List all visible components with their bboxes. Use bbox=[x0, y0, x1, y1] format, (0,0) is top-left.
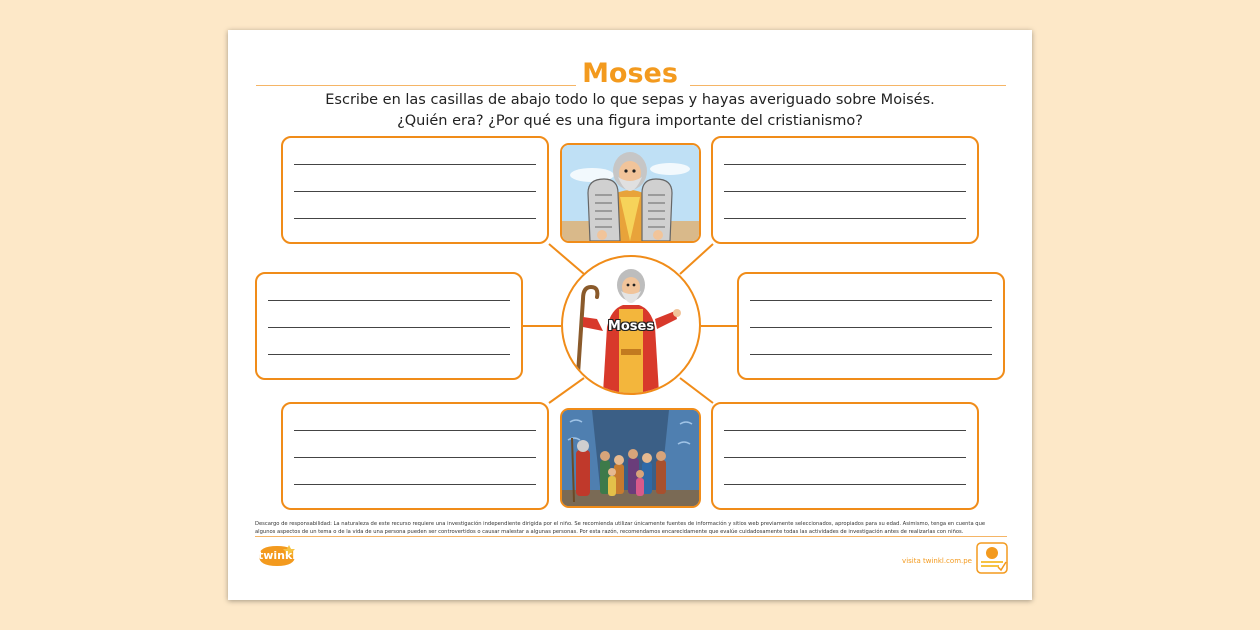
writing-line bbox=[724, 457, 966, 458]
writing-line bbox=[294, 457, 536, 458]
worksheet-title: Moses bbox=[582, 58, 678, 89]
disclaimer-text: Descargo de responsabilidad: La naturaleza de este recurso requiere una investigación independiente dirigida por el niño. Se recomienda utilizar únicamente fuentes de información y sitios web previamente seleccionados, apropiados para su edad. Asimismo, tenga en cuenta que algunos aspectos de un tema o de la vida de una persona pueden ser controvertidos o causar malestar a algunas personas. Por esta razón, recomendamos encarecidamente que evalúe cuidadosamente todas las actividades de investigación antes de realizarlas con niños. bbox=[255, 521, 986, 535]
writing-line bbox=[724, 484, 966, 485]
writing-line bbox=[294, 484, 536, 485]
writing-line bbox=[294, 218, 536, 219]
website-link[interactable]: visita twinkl.com.pe bbox=[902, 557, 972, 565]
logo-text: twinkl bbox=[257, 549, 297, 562]
writing-line bbox=[724, 191, 966, 192]
center-label: Moses bbox=[607, 319, 655, 334]
writing-line bbox=[724, 164, 966, 165]
answer-box-middle-left[interactable] bbox=[255, 272, 523, 380]
writing-line bbox=[750, 300, 992, 301]
writing-line bbox=[294, 191, 536, 192]
quality-badge-icon bbox=[976, 542, 1008, 574]
answer-box-bottom-left[interactable] bbox=[281, 402, 549, 510]
writing-line bbox=[268, 327, 510, 328]
answer-box-bottom-right[interactable] bbox=[711, 402, 979, 510]
writing-line bbox=[724, 430, 966, 431]
writing-line bbox=[294, 164, 536, 165]
footer-rule bbox=[255, 536, 1007, 537]
answer-box-top-right[interactable] bbox=[711, 136, 979, 244]
writing-line bbox=[750, 327, 992, 328]
answer-box-middle-right[interactable] bbox=[737, 272, 1005, 380]
red-sea-crossing-illustration bbox=[560, 408, 701, 508]
answer-box-top-left[interactable] bbox=[281, 136, 549, 244]
writing-line bbox=[724, 218, 966, 219]
twinkl-logo bbox=[255, 543, 299, 569]
moses-tablets-illustration bbox=[560, 143, 701, 243]
writing-line bbox=[268, 300, 510, 301]
writing-line bbox=[750, 354, 992, 355]
instructions: Escribe en las casillas de abajo todo lo que sepas y hayas averiguado sobre Moisés. ¿Quién era? ¿Por qué es una figura importante del cristianismo? bbox=[325, 92, 935, 129]
worksheet bbox=[228, 30, 1032, 600]
moses-center-circle bbox=[561, 255, 701, 395]
writing-line bbox=[268, 354, 510, 355]
writing-line bbox=[294, 430, 536, 431]
